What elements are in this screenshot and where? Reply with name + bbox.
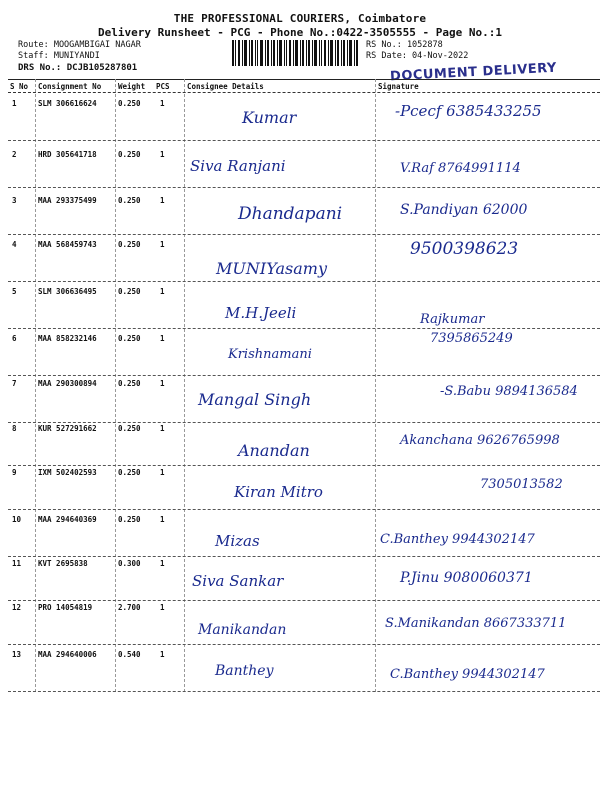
signature-handwriting: 7395865249 — [430, 331, 513, 346]
signature-handwriting: 9500398623 — [410, 239, 519, 259]
row-divider — [8, 691, 600, 692]
route-label: Route: MOOGAMBIGAI NAGAR — [18, 40, 141, 50]
col-weight: Weight — [118, 82, 146, 91]
consignee-handwriting: Dhandapani — [238, 204, 343, 224]
row-pcs: 1 — [160, 468, 165, 477]
row-weight: 0.540 — [118, 650, 141, 659]
row-pcs: 1 — [160, 650, 165, 659]
header-rule-top — [8, 79, 600, 80]
row-divider — [8, 465, 600, 466]
row-divider — [8, 600, 600, 601]
staff-label: Staff: MUNIYANDI — [18, 51, 100, 61]
row-pcs: 1 — [160, 287, 165, 296]
row-consignment: MAA 858232146 — [38, 334, 97, 343]
row-divider — [8, 328, 600, 329]
row-sno: 6 — [12, 334, 17, 343]
row-pcs: 1 — [160, 515, 165, 524]
row-consignment: KVT 2695838 — [38, 559, 88, 568]
signature-handwriting: S.Pandiyan 62000 — [400, 202, 528, 218]
row-consignment: MAA 294640006 — [38, 650, 97, 659]
row-weight: 0.250 — [118, 196, 141, 205]
row-pcs: 1 — [160, 559, 165, 568]
row-pcs: 1 — [160, 334, 165, 343]
col-sno: S No — [10, 82, 29, 91]
signature-handwriting: 7305013582 — [480, 477, 563, 492]
row-pcs: 1 — [160, 196, 165, 205]
consignee-handwriting: Manikandan — [198, 622, 287, 638]
row-weight: 0.250 — [118, 240, 141, 249]
row-sno: 13 — [12, 650, 22, 659]
row-divider — [8, 281, 600, 282]
consignee-handwriting: Siva Ranjani — [190, 157, 286, 175]
col-consignment: Consignment No — [38, 82, 102, 91]
row-weight: 0.250 — [118, 515, 141, 524]
consignee-handwriting: M.H.Jeeli — [225, 304, 297, 322]
rs-date: RS Date: 04-Nov-2022 — [366, 51, 469, 61]
rs-number: RS No.: 1052878 — [366, 40, 443, 50]
row-consignment: IXM 502402593 — [38, 468, 97, 477]
signature-handwriting: Rajkumar — [420, 312, 485, 327]
row-sno: 5 — [12, 287, 17, 296]
row-weight: 0.250 — [118, 424, 141, 433]
row-sno: 3 — [12, 196, 17, 205]
consignee-handwriting: Mangal Singh — [198, 390, 312, 409]
row-pcs: 1 — [160, 240, 165, 249]
row-sno: 4 — [12, 240, 17, 249]
row-divider — [8, 234, 600, 235]
col-consignee: Consignee Details — [187, 82, 264, 91]
row-pcs: 1 — [160, 150, 165, 159]
row-pcs: 1 — [160, 99, 165, 108]
signature-handwriting: Akanchana 9626765998 — [400, 433, 560, 448]
row-sno: 12 — [12, 603, 22, 612]
row-consignment: PRO 14054819 — [38, 603, 93, 612]
signature-handwriting: -S.Babu 9894136584 — [440, 384, 578, 399]
row-consignment: MAA 293375499 — [38, 196, 97, 205]
document-delivery-stamp: DOCUMENT DELIVERY — [389, 60, 558, 85]
col-pcs: PCS — [156, 82, 170, 91]
consignee-handwriting: Mizas — [215, 532, 260, 550]
row-weight: 0.250 — [118, 468, 141, 477]
consignee-handwriting: Kiran Mitro — [234, 483, 323, 501]
row-weight: 0.250 — [118, 334, 141, 343]
row-weight: 0.250 — [118, 150, 141, 159]
row-divider — [8, 375, 600, 376]
row-pcs: 1 — [160, 603, 165, 612]
row-divider — [8, 556, 600, 557]
row-weight: 0.300 — [118, 559, 141, 568]
signature-handwriting: P.Jinu 9080060371 — [400, 570, 533, 586]
row-sno: 9 — [12, 468, 17, 477]
row-sno: 8 — [12, 424, 17, 433]
signature-handwriting: C.Banthey 9944302147 — [380, 532, 535, 547]
row-weight: 2.700 — [118, 603, 141, 612]
row-divider — [8, 187, 600, 188]
row-sno: 2 — [12, 150, 17, 159]
drs-label: DRS No.: DCJB105287801 — [18, 63, 138, 73]
consignee-handwriting: Banthey — [215, 663, 274, 679]
row-divider — [8, 509, 600, 510]
row-pcs: 1 — [160, 424, 165, 433]
barcode-image — [232, 40, 358, 66]
row-consignment: MAA 290300894 — [38, 379, 97, 388]
row-sno: 11 — [12, 559, 22, 568]
consignee-handwriting: Kumar — [242, 108, 297, 127]
row-divider — [8, 644, 600, 645]
row-consignment: SLM 306636495 — [38, 287, 97, 296]
row-sno: 7 — [12, 379, 17, 388]
row-consignment: MAA 568459743 — [38, 240, 97, 249]
row-sno: 1 — [12, 99, 17, 108]
runsheet-subtitle: Delivery Runsheet - PCG - Phone No.:0422-3505555 - Page No.:1 — [98, 26, 502, 39]
consignee-handwriting: MUNIYasamy — [216, 259, 328, 278]
row-consignment: HRD 305641718 — [38, 150, 97, 159]
row-divider — [8, 140, 600, 141]
row-pcs: 1 — [160, 379, 165, 388]
row-consignment: KUR 527291662 — [38, 424, 97, 433]
row-weight: 0.250 — [118, 379, 141, 388]
company-title: THE PROFESSIONAL COURIERS, Coimbatore — [173, 12, 427, 25]
signature-handwriting: S.Manikandan 8667333711 — [385, 616, 567, 631]
consignee-handwriting: Anandan — [238, 441, 310, 460]
row-consignment: MAA 294640369 — [38, 515, 97, 524]
row-consignment: SLM 306616624 — [38, 99, 97, 108]
row-weight: 0.250 — [118, 287, 141, 296]
signature-handwriting: V.Raf 8764991114 — [400, 161, 521, 176]
consignee-handwriting: Krishnamani — [228, 347, 312, 362]
row-divider — [8, 422, 600, 423]
col-signature: Signature — [378, 82, 419, 91]
consignee-handwriting: Siva Sankar — [192, 572, 284, 590]
signature-handwriting: -Pcecf 6385433255 — [395, 102, 542, 120]
header-rule-bottom — [8, 92, 600, 93]
signature-handwriting: C.Banthey 9944302147 — [390, 667, 545, 682]
row-sno: 10 — [12, 515, 22, 524]
row-weight: 0.250 — [118, 99, 141, 108]
